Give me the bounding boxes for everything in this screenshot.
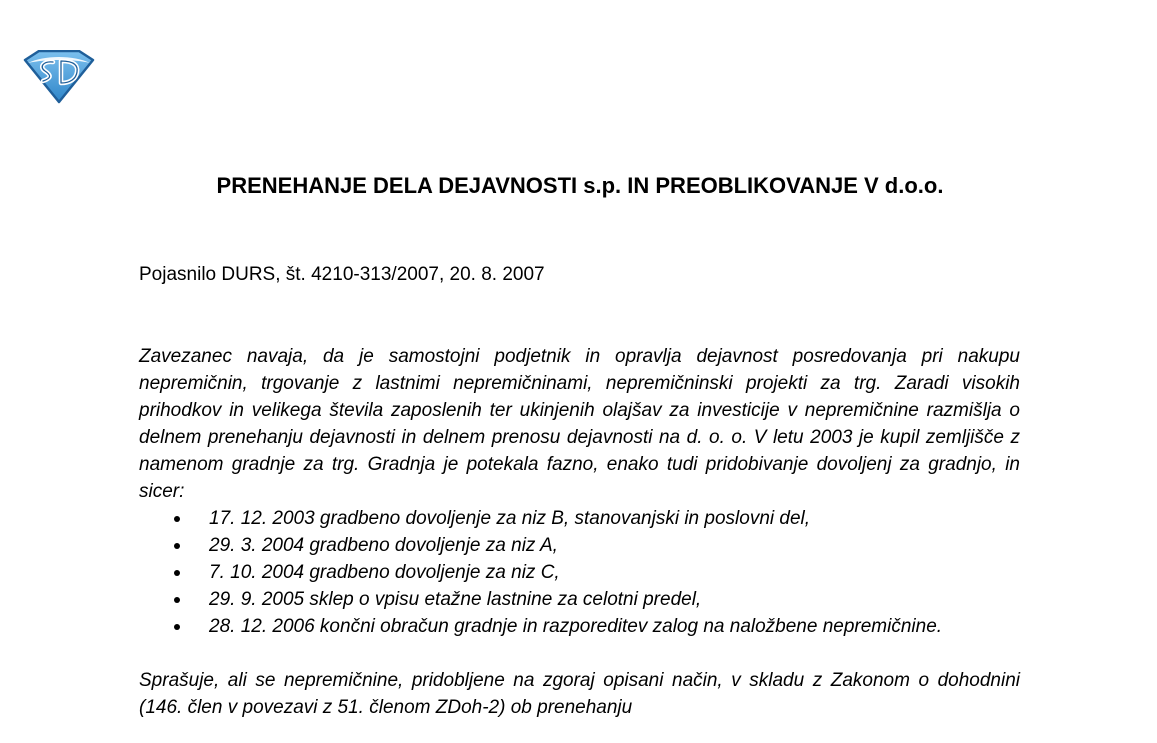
sd-logo [22,50,96,104]
list-item [139,613,1020,640]
list-item [139,505,1020,532]
list-item [139,532,1020,559]
bullet-icon [174,624,180,630]
bullet-icon [174,516,180,522]
list-item-text: 29. 3. 2004 gradbeno dovoljenje za niz A, [209,535,558,556]
list-item-text: 7. 10. 2004 gradbeno dovoljenje za niz C, [209,562,560,583]
list-item [139,586,1020,613]
document-title: PRENEHANJE DELA DEJAVNOSTI s.p. IN PREOBLIKOVANJE V d.o.o. [216,173,944,198]
intro-paragraph: Zavezanec navaja, da je samostojni podjetnik in opravlja dejavnost posredovanja pri nakupu nepremičnin, trgovanje z lastnimi nepremičninami, nepremičninski projekti za trg. Zaradi visokih prihodkov in velikega števila zaposlenih ter ukinjenih olajšav za investicije v nepremičnine razmišlja o delnem prenehanju dejavnosti in delnem prenosu dejavnosti na d. o. o. V letu 2003 je kupil zemljišče z namenom gradnje za trg. Gradnja je potekala fazno, enako tudi pridobivanje dovoljenj za gradnjo, in sicer: [139,346,1020,502]
bullet-icon [174,570,180,576]
list-item-text: 17. 12. 2003 gradbeno dovoljenje za niz B, stanovanjski in poslovni del, [209,508,811,529]
bullet-icon [174,543,180,549]
permit-list [139,505,1020,640]
list-item-text: 28. 12. 2006 končni obračun gradnje in razporeditev zalog na naložbene nepremičnine. [209,616,943,637]
list-item-text: 29. 9. 2005 sklep o vpisu etažne lastnine za celotni predel, [209,589,702,610]
bullet-icon [174,597,180,603]
list-item [139,559,1020,586]
document-reference: Pojasnilo DURS, št. 4210-313/2007, 20. 8. 2007 [139,264,545,285]
question-paragraph: Sprašuje, ali se nepremičnine, pridobljene na zgoraj opisani način, v skladu z Zakonom o dohodnini (146. člen v povezavi z 51. členom ZDoh-2) ob prenehanju [139,670,1020,718]
document-body [139,343,1020,721]
